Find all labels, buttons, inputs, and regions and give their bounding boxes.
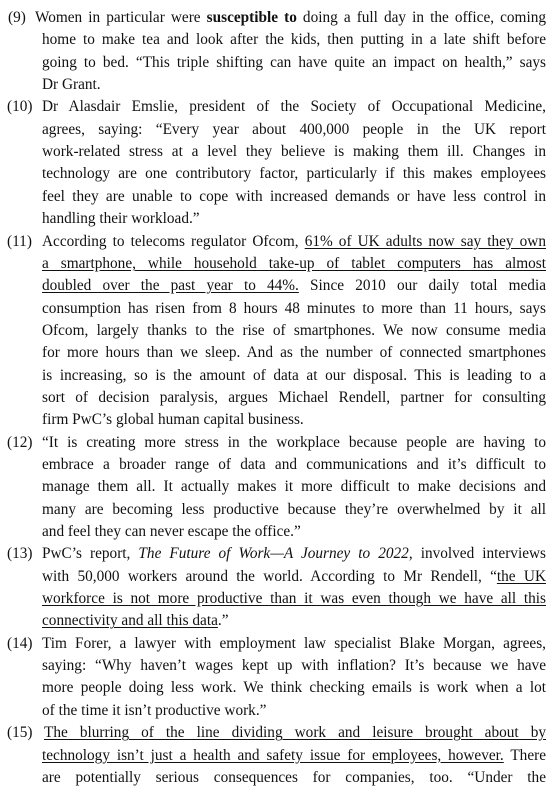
text-span: According to telecoms regulator Ofcom, xyxy=(42,232,305,250)
text-span: handling their workload.” xyxy=(42,210,200,228)
underlined-text: doubled over the past year to 44%. xyxy=(42,277,299,295)
text-line xyxy=(42,543,546,565)
paragraph-number: (12) xyxy=(7,433,33,451)
underlined-text: 61% of UK adults now say they own xyxy=(304,232,546,250)
text-line xyxy=(42,119,546,141)
text-line xyxy=(42,521,546,543)
text-line xyxy=(42,566,546,588)
text-span: agrees, saying: “Every year about 400,000 people in the UK report xyxy=(42,120,546,138)
text-span: and feel they can never escape the office.” xyxy=(42,523,301,541)
text-span: technology are one contributory factor, particularly if this makes employees xyxy=(42,165,546,183)
text-line xyxy=(42,677,546,699)
text-span: .” xyxy=(217,612,229,630)
text-span: There xyxy=(503,746,547,764)
text-line xyxy=(42,745,546,767)
underlined-text: the UK xyxy=(496,567,546,585)
text-span: Since 2010 our daily total media xyxy=(298,277,546,295)
text-line xyxy=(42,74,546,96)
text-line xyxy=(42,96,546,118)
underlined-text: connectivity and all this data xyxy=(42,612,218,630)
text-span: of the time it isn’t productive work.” xyxy=(42,701,267,719)
text-line xyxy=(42,476,546,498)
text-span: , involved interviews xyxy=(408,545,546,563)
paragraph-number: (10) xyxy=(7,98,33,116)
text-line xyxy=(42,387,546,409)
text-line xyxy=(42,208,546,230)
paragraph-number: (13) xyxy=(7,545,33,563)
text-line xyxy=(42,231,546,253)
text-line xyxy=(42,499,546,521)
text-span: consumption has risen from 8 hours 48 minutes to more than 11 hours, says xyxy=(42,299,546,317)
text-span: Dr Alasdair Emslie, president of the Society of Occupational Medicine, xyxy=(42,98,546,116)
text-line xyxy=(42,186,546,208)
text-line xyxy=(42,700,546,722)
text-span: many are becoming less productive because they’re overwhelmed by it all xyxy=(42,500,546,518)
paragraph-number: (9) xyxy=(8,9,26,26)
text-line xyxy=(42,454,546,476)
text-line xyxy=(42,253,546,275)
text-line xyxy=(42,365,546,387)
text-line xyxy=(42,409,546,431)
text-line xyxy=(44,722,546,744)
text-line xyxy=(42,298,546,320)
text-line xyxy=(42,141,546,163)
text-span: sort of decision paralysis, argues Michael Rendell, partner for consulting xyxy=(42,388,546,406)
paragraph-number: (11) xyxy=(7,232,32,250)
underlined-text: a smartphone, while household take-up of tablet computers has almost xyxy=(42,254,546,272)
text-line xyxy=(35,7,546,29)
underlined-text: The blurring of the line dividing work and leisure brought about by xyxy=(44,724,546,742)
text-span: Women in particular were xyxy=(35,9,207,26)
text-span: work-related stress at a level they believe is making them ill. Changes in xyxy=(42,143,546,161)
text-span: for more hours than we sleep. And as the number of connected smartphones xyxy=(42,344,546,362)
text-line xyxy=(42,320,546,342)
text-line xyxy=(42,29,546,51)
text-line xyxy=(42,163,546,185)
text-line xyxy=(42,588,546,610)
text-span: going to bed. “This triple shifting can have quite an impact on health,” says xyxy=(42,53,546,71)
text-span: more people doing less work. We think checking emails is work when a lot xyxy=(42,679,546,697)
text-span: firm PwC’s global human capital business. xyxy=(42,411,304,429)
text-line xyxy=(42,767,546,789)
text-line xyxy=(42,432,546,454)
text-span: Ofcom, largely thanks to the rise of smartphones. We now consume media xyxy=(42,321,546,339)
text-span: is increasing, so is the amount of data at our disposal. This is leading to a xyxy=(42,366,546,384)
bold-text: susceptible to xyxy=(206,9,297,26)
text-span: Tim Forer, a lawyer with employment law specialist Blake Morgan, agrees, xyxy=(42,634,546,652)
italic-title: The Future of Work—A Journey to 2022 xyxy=(138,545,409,563)
text-span: PwC’s report, xyxy=(42,545,139,563)
text-span: embrace a broader range of data and communications and it’s difficult to xyxy=(42,455,546,473)
text-span: home to make tea and look after the kids, then putting in a late shift before xyxy=(42,31,546,49)
text-span: feel they are unable to cope with increased demands or have less control in xyxy=(42,187,546,205)
text-span: are potentially serious consequences for companies, too. “Under the xyxy=(42,768,546,786)
text-line xyxy=(42,655,546,677)
text-span: with 50,000 workers around the world. According to Mr Rendell, “ xyxy=(42,567,497,585)
text-line xyxy=(42,633,546,655)
text-line xyxy=(42,342,546,364)
paragraph-number: (14) xyxy=(7,634,33,652)
text-span: “It is creating more stress in the workplace because people are having to xyxy=(42,433,546,451)
text-span: saying: “Why haven’t wages kept up with inflation? It’s because we have xyxy=(42,657,546,675)
text-span: Dr Grant. xyxy=(42,76,101,94)
text-line xyxy=(42,52,546,74)
text-span: manage them all. It actually makes it more difficult to make decisions and xyxy=(42,478,546,496)
underlined-text: technology isn’t just a health and safety issue for employees, however. xyxy=(42,746,504,764)
text-line xyxy=(42,610,546,632)
text-span: doing a full day in the office, coming xyxy=(296,9,546,26)
underlined-text: workforce is not more productive than it was even though we have all this xyxy=(42,590,546,608)
paragraph-number: (15) xyxy=(7,724,33,742)
text-line xyxy=(42,275,546,297)
